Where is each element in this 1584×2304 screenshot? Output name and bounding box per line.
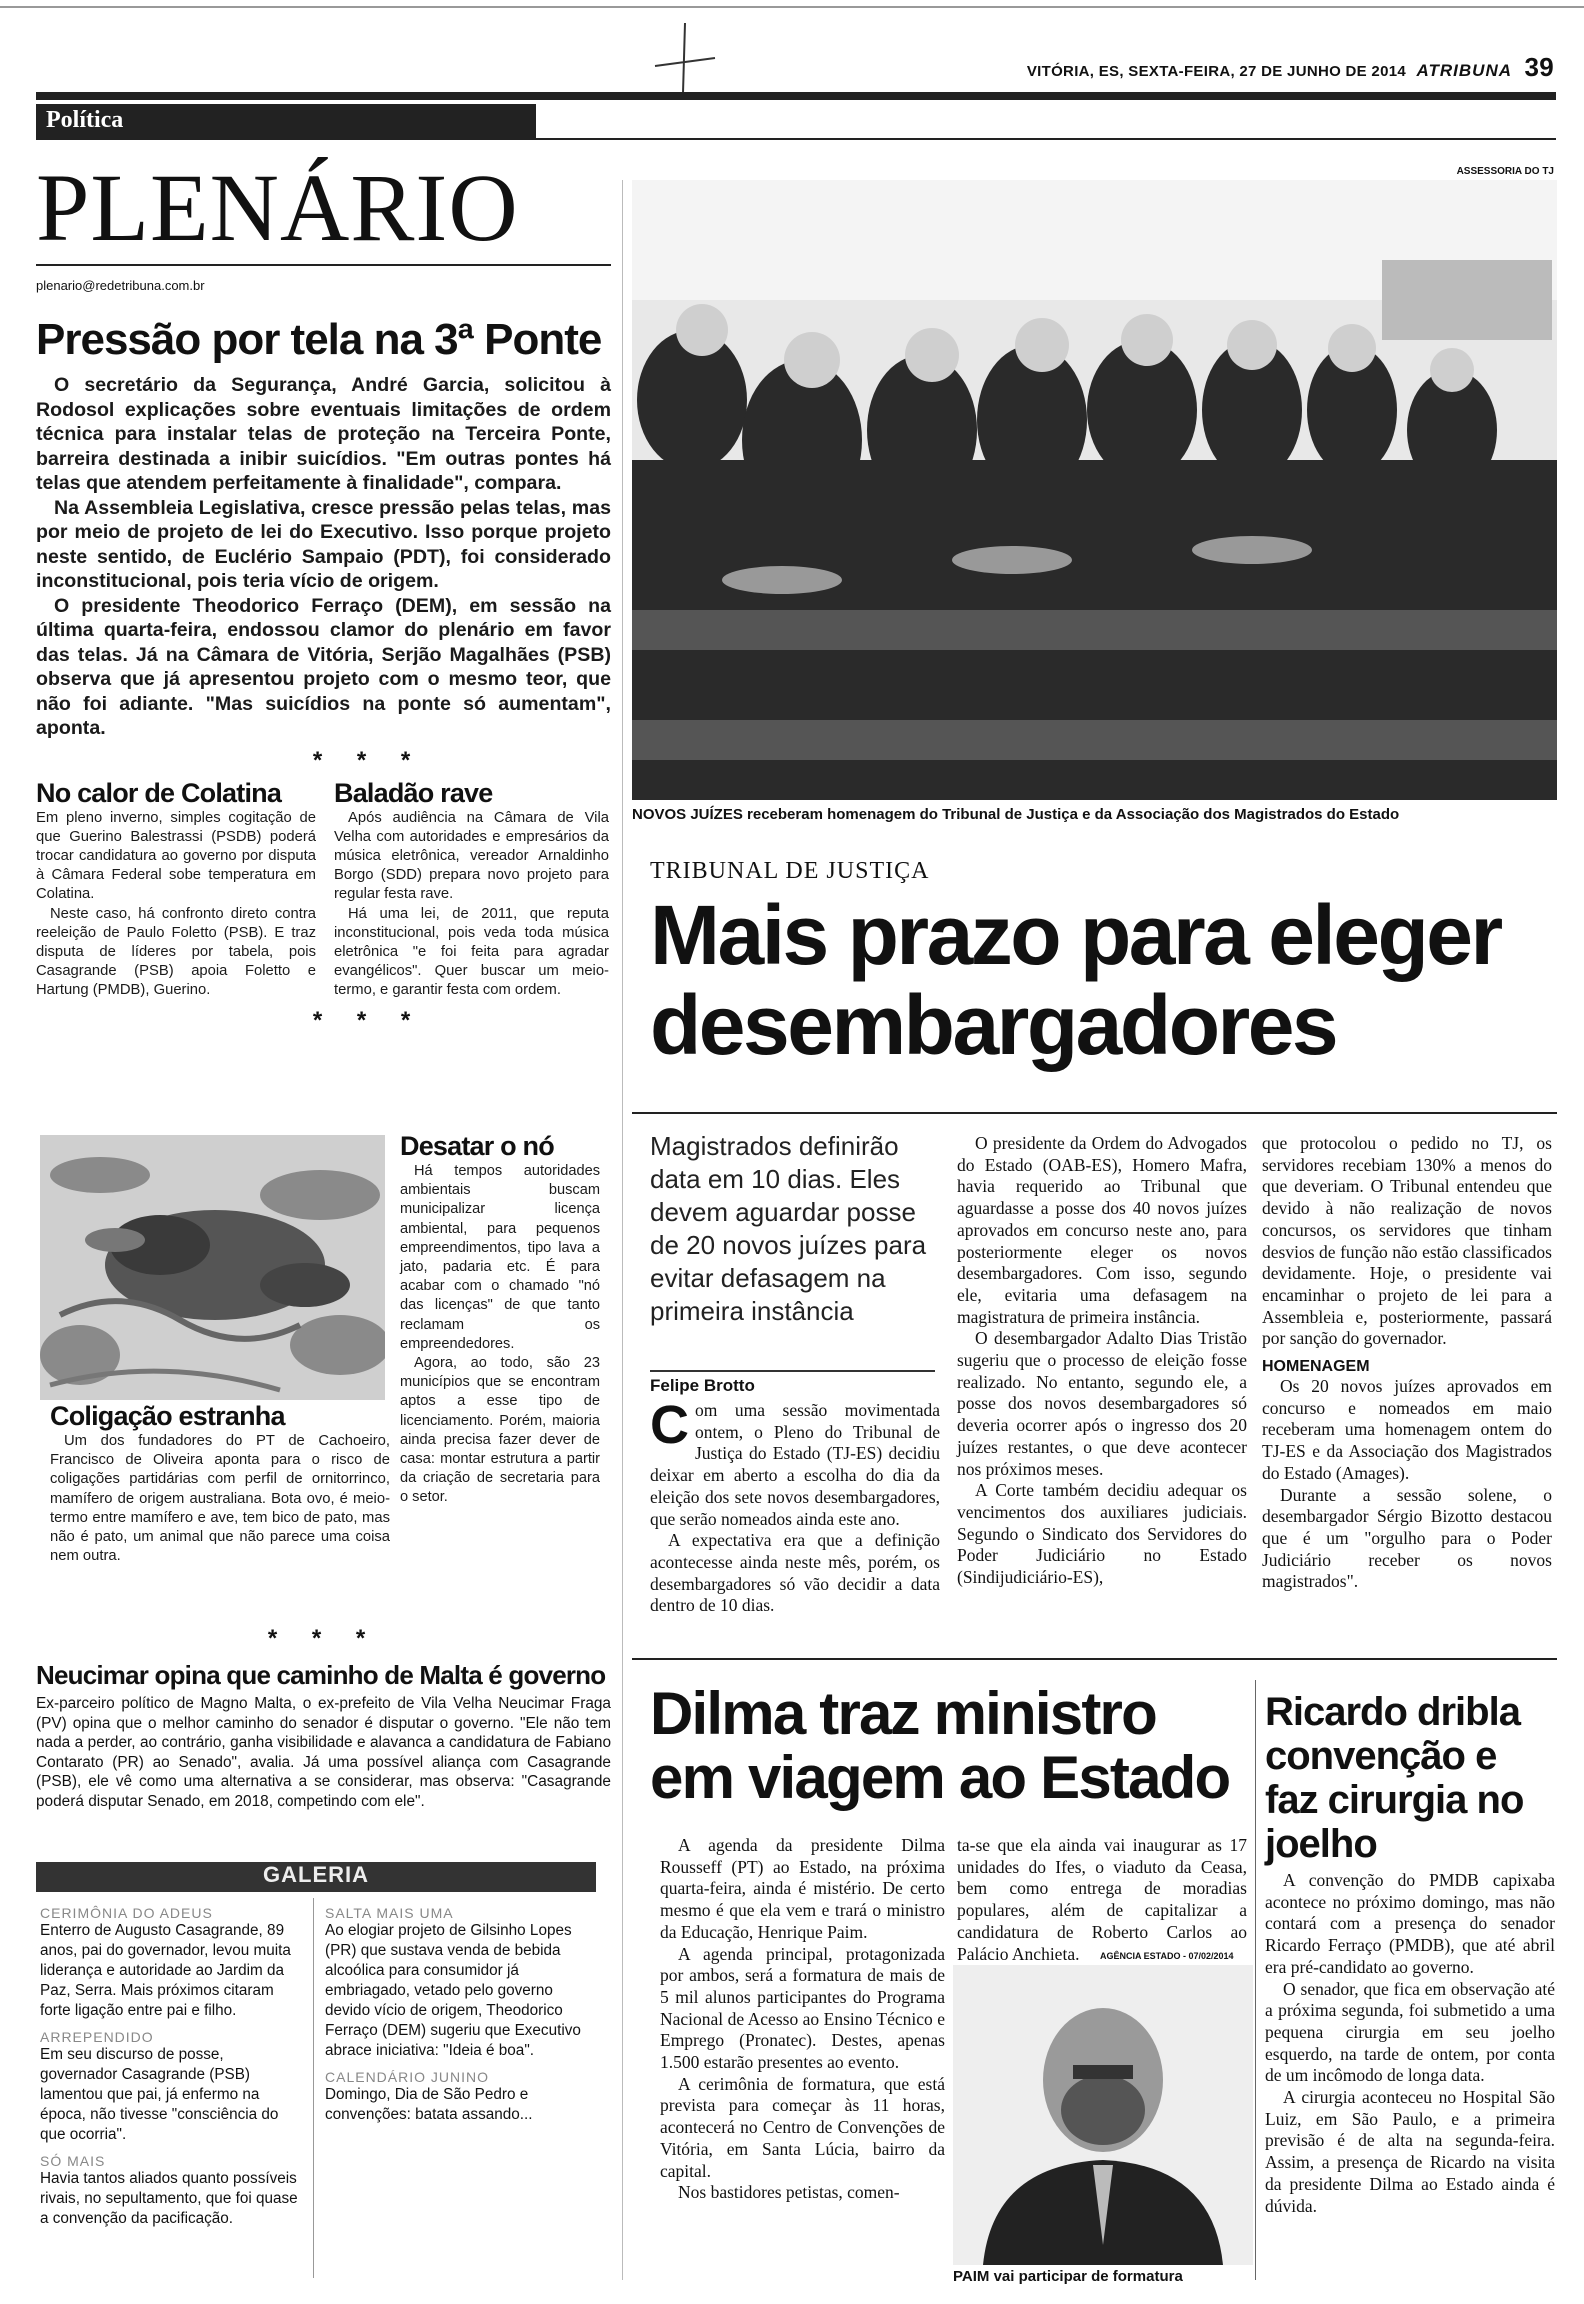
column-email[interactable]: plenario@redetribuna.com.br [36, 278, 205, 293]
note-paragraph: Em pleno inverno, simples cogitação de que Guerino Balestrassi (PSDB) poderá trocar candidatura ao governo por disputa à Câmara Federal sobe temperatura em Colatina. [36, 809, 316, 903]
note-headline: Baladão rave [334, 777, 493, 808]
scribble-mark [650, 18, 720, 98]
note-paragraph: Há tempos autoridades ambientais buscam municipalizar licença ambiental, para pequenos empreendimentos, tipo lava a jato, padaria etc. É para acabar com o chamado "nó das licenças" de que tanto reclamam os empreendedores. [400, 1163, 600, 1352]
separator: * * * [312, 746, 425, 774]
story-kicker: TRIBUNAL DE JUSTIÇA [650, 858, 930, 884]
note-paragraph: Neste caso, há confronto direto contra reeleição de Paulo Foletto (PSB). E traz disputa de líderes por tabela, pois Casagrande (PSB) apoia Foletto e Hartung (PMDB), Guerino. [36, 905, 316, 999]
paragraph: Nos bastidores petistas, comen- [678, 2182, 900, 2203]
paragraph: O presidente da Ordem do Advogados do Estado (OAB-ES), Homero Mafra, havia requerido ao Tribunal que aguardasse a posse dos 40 novos juízes aprovados em concurso neste ano, para posteriormente eleger os novos desembargadores. Com isso, segundo ele, evitaria uma defasagem na magistratura de primeira instância. [957, 1133, 1247, 1327]
paragraph: O presidente Theodorico Ferraço (DEM), em sessão na última quarta-feira, endossou clamor do plenário em favor das telas. Já na Câmara de Vitória, Serjão Magalhães (PSB) observa que já apresentou projeto com o mesmo teor, que não foi adiante. "Mas suicídios na ponte só aumentam", aponta. [36, 594, 611, 739]
dilma-column-1 [660, 1835, 945, 2204]
neucimar-body: Ex-parceiro político de Magno Malta, o ex-prefeito de Vila Velha Neucimar Fraga (PV) opina que o melhor caminho do senador é disputar o governo. "Ele não tem nada a perder, ao contrário, ganha visibilidade e alavanca a candidatura de Fabiano Contarato (PR) ao Senado", avalia. Já uma possível aliança com Casagrande (PSB), ele vê como uma alternativa a se considerar, mas observa: "Casagrande poderá disputar Senado, em 2018, competindo com ele". [36, 1695, 611, 1810]
masthead-rule [36, 92, 1556, 100]
plenario-column [36, 154, 611, 1035]
note-headline: Coligação estranha [50, 1401, 285, 1431]
note-headline: No calor de Colatina [36, 777, 282, 808]
paragraph: A cirurgia aconteceu no Hospital São Luiz, em São Paulo, e a primeira previsão é de alta na segunda-feira. Assim, a presença de Ricardo na visita da presidente Dilma ao Estado ainda é dúvida. [1265, 2087, 1555, 2216]
caption-lead: NOVOS JUÍZES [632, 806, 743, 823]
paragraph: O senador, que fica em observação até a próxima segunda, foi submetido a uma pequena cirurgia em seu joelho esquerdo, na tarde de ontem, por conta de um incômodo de longa data. [1265, 1978, 1555, 2086]
page-number: 39 [1524, 52, 1554, 82]
byline: Felipe Brotto [650, 1370, 935, 1396]
column-divider [1255, 1680, 1256, 2280]
paragraph: O secretário da Segurança, André Garcia, solicitou à Rodosol explicações sobre eventuais limitações de ordem técnica para instalar telas de proteção na Terceira Ponte, barreira destinada a inibir suicídios. "Em outras pontes há telas que atendem perfeitamente à finalidade", compara. [36, 374, 611, 494]
galeria-text: Domingo, Dia de São Pedro e convenções: batata assando... [325, 2086, 533, 2123]
paragraph: O desembargador Adalto Dias Tristão sugeriu que o processo de eleição fosse realizado. No entanto, segundo ele, a posse dos novos desembargadores só deveria ocorrer após o ingresso dos 20 juízes restantes, o que deve acontecer nos próximos meses. [957, 1328, 1247, 1479]
neucimar-headline: Neucimar opina que caminho de Malta é governo [36, 1660, 606, 1690]
photo-caption [953, 2268, 1183, 2285]
paragraph: A convenção do PMDB capixaba acontece no próximo domingo, mas não contará com a presença do senador Ricardo Ferraço (PMDB), que até abril era pré-candidato ao governo. [1265, 1870, 1555, 1977]
top-rule [0, 6, 1584, 8]
paragraph: Na Assembleia Legislativa, cresce pressão pelas telas, mas por meio de projeto de lei do Executivo. Isso porque projeto neste sentido, de Euclério Sampaio (PDT), foi considerado inconstitucional, pois teria vício de origem. [36, 496, 611, 592]
galeria-text: Havia tantos aliados quanto possíveis rivais, no sepultamento, que foi quase a convenção da pacificação. [40, 2170, 298, 2227]
note-paragraph: Um dos fundadores do PT de Cachoeiro, Francisco de Oliveira aponta para o risco de coligações partidárias com perfil de ornitorrinco, mamífero de origem australiana. Bota ovo, é meio-termo entre mamífero e ave, tem bico de pato, mas não é pato, um animal que não parece uma coisa nem outra. [50, 1433, 390, 1565]
galeria-text: Ao elogiar projeto de Gilsinho Lopes (PR) que sustava venda de bebida alcoólica para consumidor já embriagado, vetado pelo governo devido vício de origem, Theodorico Ferraço (DEM) sugeriu que Executivo abrace iniciativa: "Ideia é boa". [325, 1922, 581, 2059]
note-paragraph: Após audiência na Câmara de Vila Velha com autoridades e empresários da música eletrônica, vereador Arnaldinho Borgo (SDD) prepara novo projeto para regular festa rave. [334, 809, 609, 903]
galeria-kicker: CALENDÁRIO JUNINO [325, 2069, 490, 2085]
separator: * * * [312, 1006, 425, 1034]
paragraph: A agenda da presidente Dilma Rousseff (PT) ao Estado, na próxima quarta-feira, ainda é mistério. De certo mesmo é que ela vem e trará o ministro da Educação, Henrique Paim. [660, 1835, 945, 1942]
paragraph: ta-se que ela ainda vai inaugurar as 17 unidades do Ifes, o viaduto da Ceasa, bem como entrega de moradias populares, além de capitalizar a candidatura de Roberto Carlos ao Palácio Anchieta. [957, 1835, 1247, 1964]
tj-dek: Magistrados definirão data em 10 dias. Eles devem aguardar posse de 20 novos juízes para evitar defasagem na primeira instância [650, 1131, 927, 1326]
tj-column-1 [650, 1395, 940, 1617]
paragraph: A Corte também decidiu adequar os vencimentos dos auxiliares judiciais. Segundo o Sindicato dos Servidores do Poder Judiciário no Estado (Sindijudiciário-ES), [957, 1480, 1247, 1588]
galeria-text: Enterro de Augusto Casagrande, 89 anos, pai do governador, levou muita liderança e autoridade ao Jardim da Paz, Serra. Mais próximos citaram forte ligação entre pai e filho. [40, 1922, 291, 2019]
paragraph: Durante a sessão solene, o desembargador Sérgio Bizotto destacou que é um "orgulho para o Poder Judiciário receber os novos magistrados". [1262, 1484, 1552, 1592]
ricardo-column [1265, 1870, 1555, 2217]
paragraph: om uma sessão movimentada ontem, o Pleno do Tribunal de Justiça do Estado (TJ-ES) decidiu deixar em aberto a escolha do dia da eleição dos sete novos desembargadores, que serão nomeados ainda este ano. [650, 1400, 940, 1529]
paragraph: Os 20 novos juízes aprovados em concurso e nomeados em maio receberam uma homenagem ontem do TJ-ES e da Associação dos Magistrados do Estado (Amages). [1262, 1376, 1552, 1483]
note-baladao [334, 777, 609, 1001]
column-title: PLENÁRIO [36, 154, 519, 261]
paragraph: A agenda principal, protagonizada por ambos, será a formatura de mais de 5 mil alunos participantes do Programa Nacional de Acesso ao Ensino Técnico e Emprego (Pronatec). Destes, apenas 1.500 estarão presentes ao evento. [660, 1943, 945, 2073]
galeria-kicker: SALTA MAIS UMA [325, 1905, 454, 1921]
note-coligacao [50, 1400, 600, 1566]
ricardo-headline: Ricardo dribla convenção e faz cirurgia no joelho [1265, 1690, 1524, 1866]
rule [632, 1658, 1557, 1660]
lead-headline: Pressão por tela na 3ª Ponte [36, 315, 602, 364]
galeria-column-left [40, 1905, 305, 2229]
paragraph: A expectativa era que a definição acontecesse ainda neste mês, porém, os desembargadores só vão decidir a data dentro de 10 dias. [650, 1530, 940, 1616]
galeria-kicker: ARREPENDIDO [40, 2029, 154, 2045]
paim-photo [953, 1965, 1253, 2265]
section-rule [36, 138, 1556, 140]
caption-lead: PAIM [953, 2268, 990, 2285]
judges-photo [632, 180, 1557, 800]
galeria-text: Em seu discurso de posse, governador Casagrande (PSB) lamentou que pai, já enfermo na época, não tivesse "consciência do que ocorria". [40, 2046, 279, 2143]
brand-logo: ATRIBUNA [1416, 61, 1512, 80]
dateline-block [1027, 52, 1554, 83]
notes-row [36, 777, 611, 1001]
galeria-kicker: SÓ MAIS [40, 2153, 106, 2169]
dilma-headline: Dilma traz ministro em viagem ao Estado [650, 1680, 1230, 1811]
caption-text: receberam homenagem do Tribunal de Justiça e da Associação dos Magistrados do Estado [747, 806, 1400, 823]
tj-headline: Mais prazo para eleger desembargadores [650, 888, 1501, 1072]
dilma-column-2 [957, 1835, 1247, 1965]
platypus-photo [40, 1135, 385, 1400]
photo-caption [632, 806, 1399, 823]
galeria-bar: GALERIA [36, 1862, 596, 1892]
galeria-column-right [325, 1905, 595, 2125]
note-headline: Desatar o nó [400, 1131, 554, 1161]
subhead: HOMENAGEM [1262, 1358, 1370, 1376]
dropcap: C [650, 1395, 689, 1455]
judges-image [632, 180, 1557, 800]
separator: * * * [267, 1625, 380, 1652]
note-colatina [36, 777, 316, 1001]
paragraph: que protocolou o pedido no TJ, os servidores recebiam 130% a menos do que deveriam. O Tribunal entendeu que devido à não realização de novos concursos, os servidores que tinham desvios de função não estão classificados devidamente. Hoje, o presidente vai encaminhar o projeto de lei para a Assembleia e, posteriormente, passará por sanção do governador. [1262, 1133, 1552, 1349]
photo-credit: AGÊNCIA ESTADO - 07/02/2014 [1100, 1951, 1234, 1961]
galeria-divider [313, 1898, 314, 2278]
tj-column-2 [957, 1133, 1247, 1589]
platypus-image [40, 1135, 385, 1400]
paim-image [953, 1965, 1253, 2265]
column-divider [622, 180, 623, 2280]
note-paragraph: Agora, ao todo, são 23 municípios que se encontram aptos a esse tipo de licenciamento. Porém, maioria ainda precisa fazer dever de casa: montar estrutura a partir da criação de secretaria para o setor. [400, 1355, 600, 1506]
section-label: Política [36, 104, 536, 138]
photo-credit: ASSESSORIA DO TJ [1456, 166, 1554, 177]
note-paragraph: Há uma lei, de 2011, que reputa inconstitucional, pois veda toda música eletrônica "e foi feita para agradar evangélicos". Quer buscar um meio-termo, e garantir festa com ordem. [334, 905, 609, 999]
lead-body [36, 373, 611, 741]
caption-text: vai participar de formatura [993, 2268, 1183, 2285]
galeria-kicker: CERIMÔNIA DO ADEUS [40, 1905, 213, 1921]
rule [632, 1112, 1557, 1114]
paragraph: A cerimônia de formatura, que está prevista para começar às 11 horas, acontecerá no Centro de Convenções de Vitória, em Santa Lúcia, bairro da capital. [660, 2073, 945, 2181]
column-rule [36, 264, 611, 266]
dateline: VITÓRIA, ES, SEXTA-FEIRA, 27 DE JUNHO DE 2014 [1026, 63, 1407, 80]
tj-column-3 [1262, 1133, 1552, 1593]
